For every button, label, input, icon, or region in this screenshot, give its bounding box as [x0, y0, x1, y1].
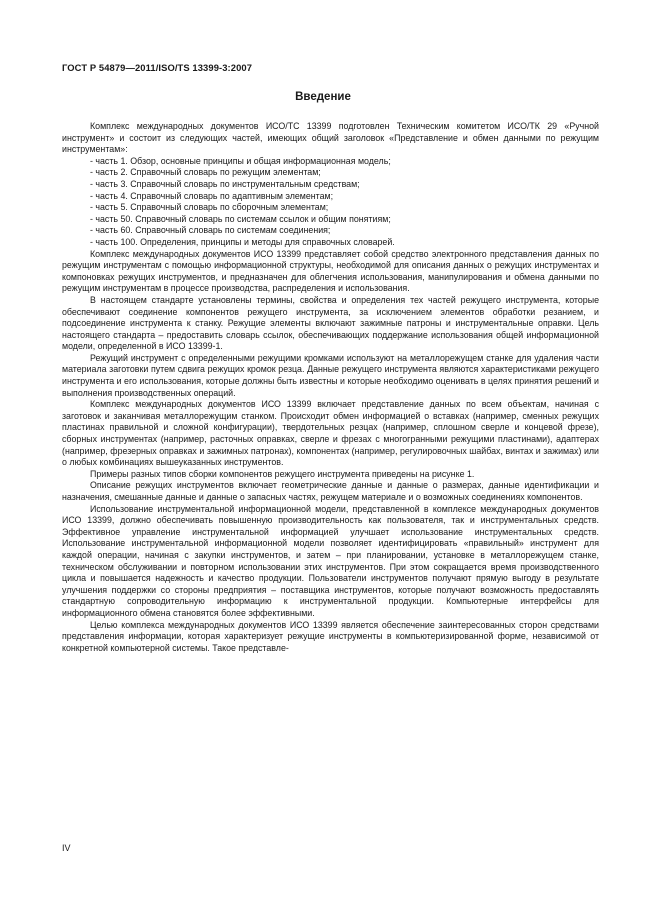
paragraph: Использование инструментальной информационной модели, представленной в комплексе международных документов ИСО 13399, должно обеспечивать повышенную производительность как пользователя, так и инструментальных средств. Эффективное управление инструментальной информацией улучшает использование инструментальных средств. Использование инструментальной информационной модели позволяет идентифицировать «правильный» инструмент для каждой операции, начиная с закупки инструментов, и затем – при планировании, установке в металлорежущем станке, техническом обслуживании и повторном использовании этих инструментов. При этом сокращается время производственного цикла и повышается надежность и качество продукции. Пользователи инструментов получают прямую выгоду в результате улучшения поддержки со стороны предприятия – поставщика инструментов, которые получают возможность предоставлять стандартную сопроводительную информацию к инструментальной продукции. Компьютерные интерфейсы для информационного обмена становятся более эффективными. — [62, 503, 599, 618]
paragraph: Режущий инструмент с определенными режущими кромками используют на металлорежущем станке для удаления части материала заготовки путем сдвига режущих кромок резца. Данные режущего инструмента являются характеристиками режущего инструмента и его использования, которые должны быть известны и которые необходимо оценивать в целях принятия решений и выполнения производственных операций. — [62, 352, 599, 398]
paragraph: Целью комплекса международных документов ИСО 13399 является обеспечение заинтересованных сторон средствами представления информации, которая характеризует режущие инструменты в компьютеризированной форме, независимой от конкретной компьютерной системы. Такое представле- — [62, 619, 599, 653]
paragraph: В настоящем стандарте установлены термины, свойства и определения тех частей режущего инструмента, которые обеспечивают соединение компонентов режущего инструмента, за исключением элементов обработки резанием, и подсоединение инструмента к станку. Режущие элементы включают зажимные патроны и инструментальные оправки. Цель настоящего стандарта – предоставить словарь ссылок, обеспечивающих поддержание использования общей информационной модели, определенной в ИСО 13399-1. — [62, 294, 599, 352]
parts-list — [62, 156, 599, 249]
list-item: - часть 4. Справочный словарь по адаптивным элементам; — [90, 190, 334, 201]
section-title: Введение — [295, 91, 351, 103]
list-item: - часть 60. Справочный словарь по системам соединения; — [90, 225, 331, 236]
list-item: - часть 1. Обзор, основные принципы и общая информационная модель; — [90, 155, 391, 166]
document-header: ГОСТ Р 54879—2011/ISO/TS 13399-3:2007 — [62, 62, 253, 73]
list-item: - часть 50. Справочный словарь по системам ссылок и общим понятиям; — [90, 213, 391, 224]
paragraph: Примеры разных типов сборки компонентов режущего инструмента приведены на рисунке 1. — [90, 468, 475, 479]
intro-paragraph: Комплекс международных документов ИСО/ТС 13399 подготовлен Техническим комитетом ИСО/ТК 29 «Ручной инструмент» и состоит из следующих частей, имеющих общий заголовок «Представление и обмен данными по режущим инструментам»: — [62, 121, 599, 155]
paragraph: Комплекс международных документов ИСО 13399 включает представление данных по всем объектам, начиная с заготовок и заканчивая металлорежущим станком. Происходит обмен информацией о вставках (например, сменных режущих пластинах правильной и сложной конфигурации), твердотельных резцах (например, сплошном сверле и концевой фрезе), сборных инструментах (например, расточных оправках, сверле и фрезах с многогранными режущими пластинами), адаптерах (например, фрезерных оправках и зажимных патронах), компонентах (например, регулировочных шайбах, винтах и зажимах) или о любых комбинациях вышеуказанных инструментов. — [62, 399, 599, 468]
page-number: IV — [62, 843, 71, 853]
list-item: - часть 100. Определения, принципы и методы для справочных словарей. — [90, 236, 395, 247]
paragraph: Комплекс международных документов ИСО 13399 представляет собой средство электронного представления данных по режущим инструментам с помощью информационной структуры, необходимой для описания данных о режущих инструментах и компоновках режущих инструментов, и предназначен для облегчения использования, манипулирования и обмена данными по режущим инструментам в процессе производства, распределения и использования. — [62, 248, 599, 294]
list-item: - часть 3. Справочный словарь по инструментальным средствам; — [90, 178, 360, 189]
list-item: - часть 2. Справочный словарь по режущим элементам; — [90, 167, 321, 178]
list-item: - часть 5. Справочный словарь по сборочным элементам; — [90, 202, 329, 213]
paragraph: Описание режущих инструментов включает геометрические данные и данные о размерах, данные идентификации и назначения, смешанные данные и данные о запасных частях, режущем материале и о возможных соединениях компонентов. — [62, 480, 599, 502]
document-body — [62, 121, 599, 654]
